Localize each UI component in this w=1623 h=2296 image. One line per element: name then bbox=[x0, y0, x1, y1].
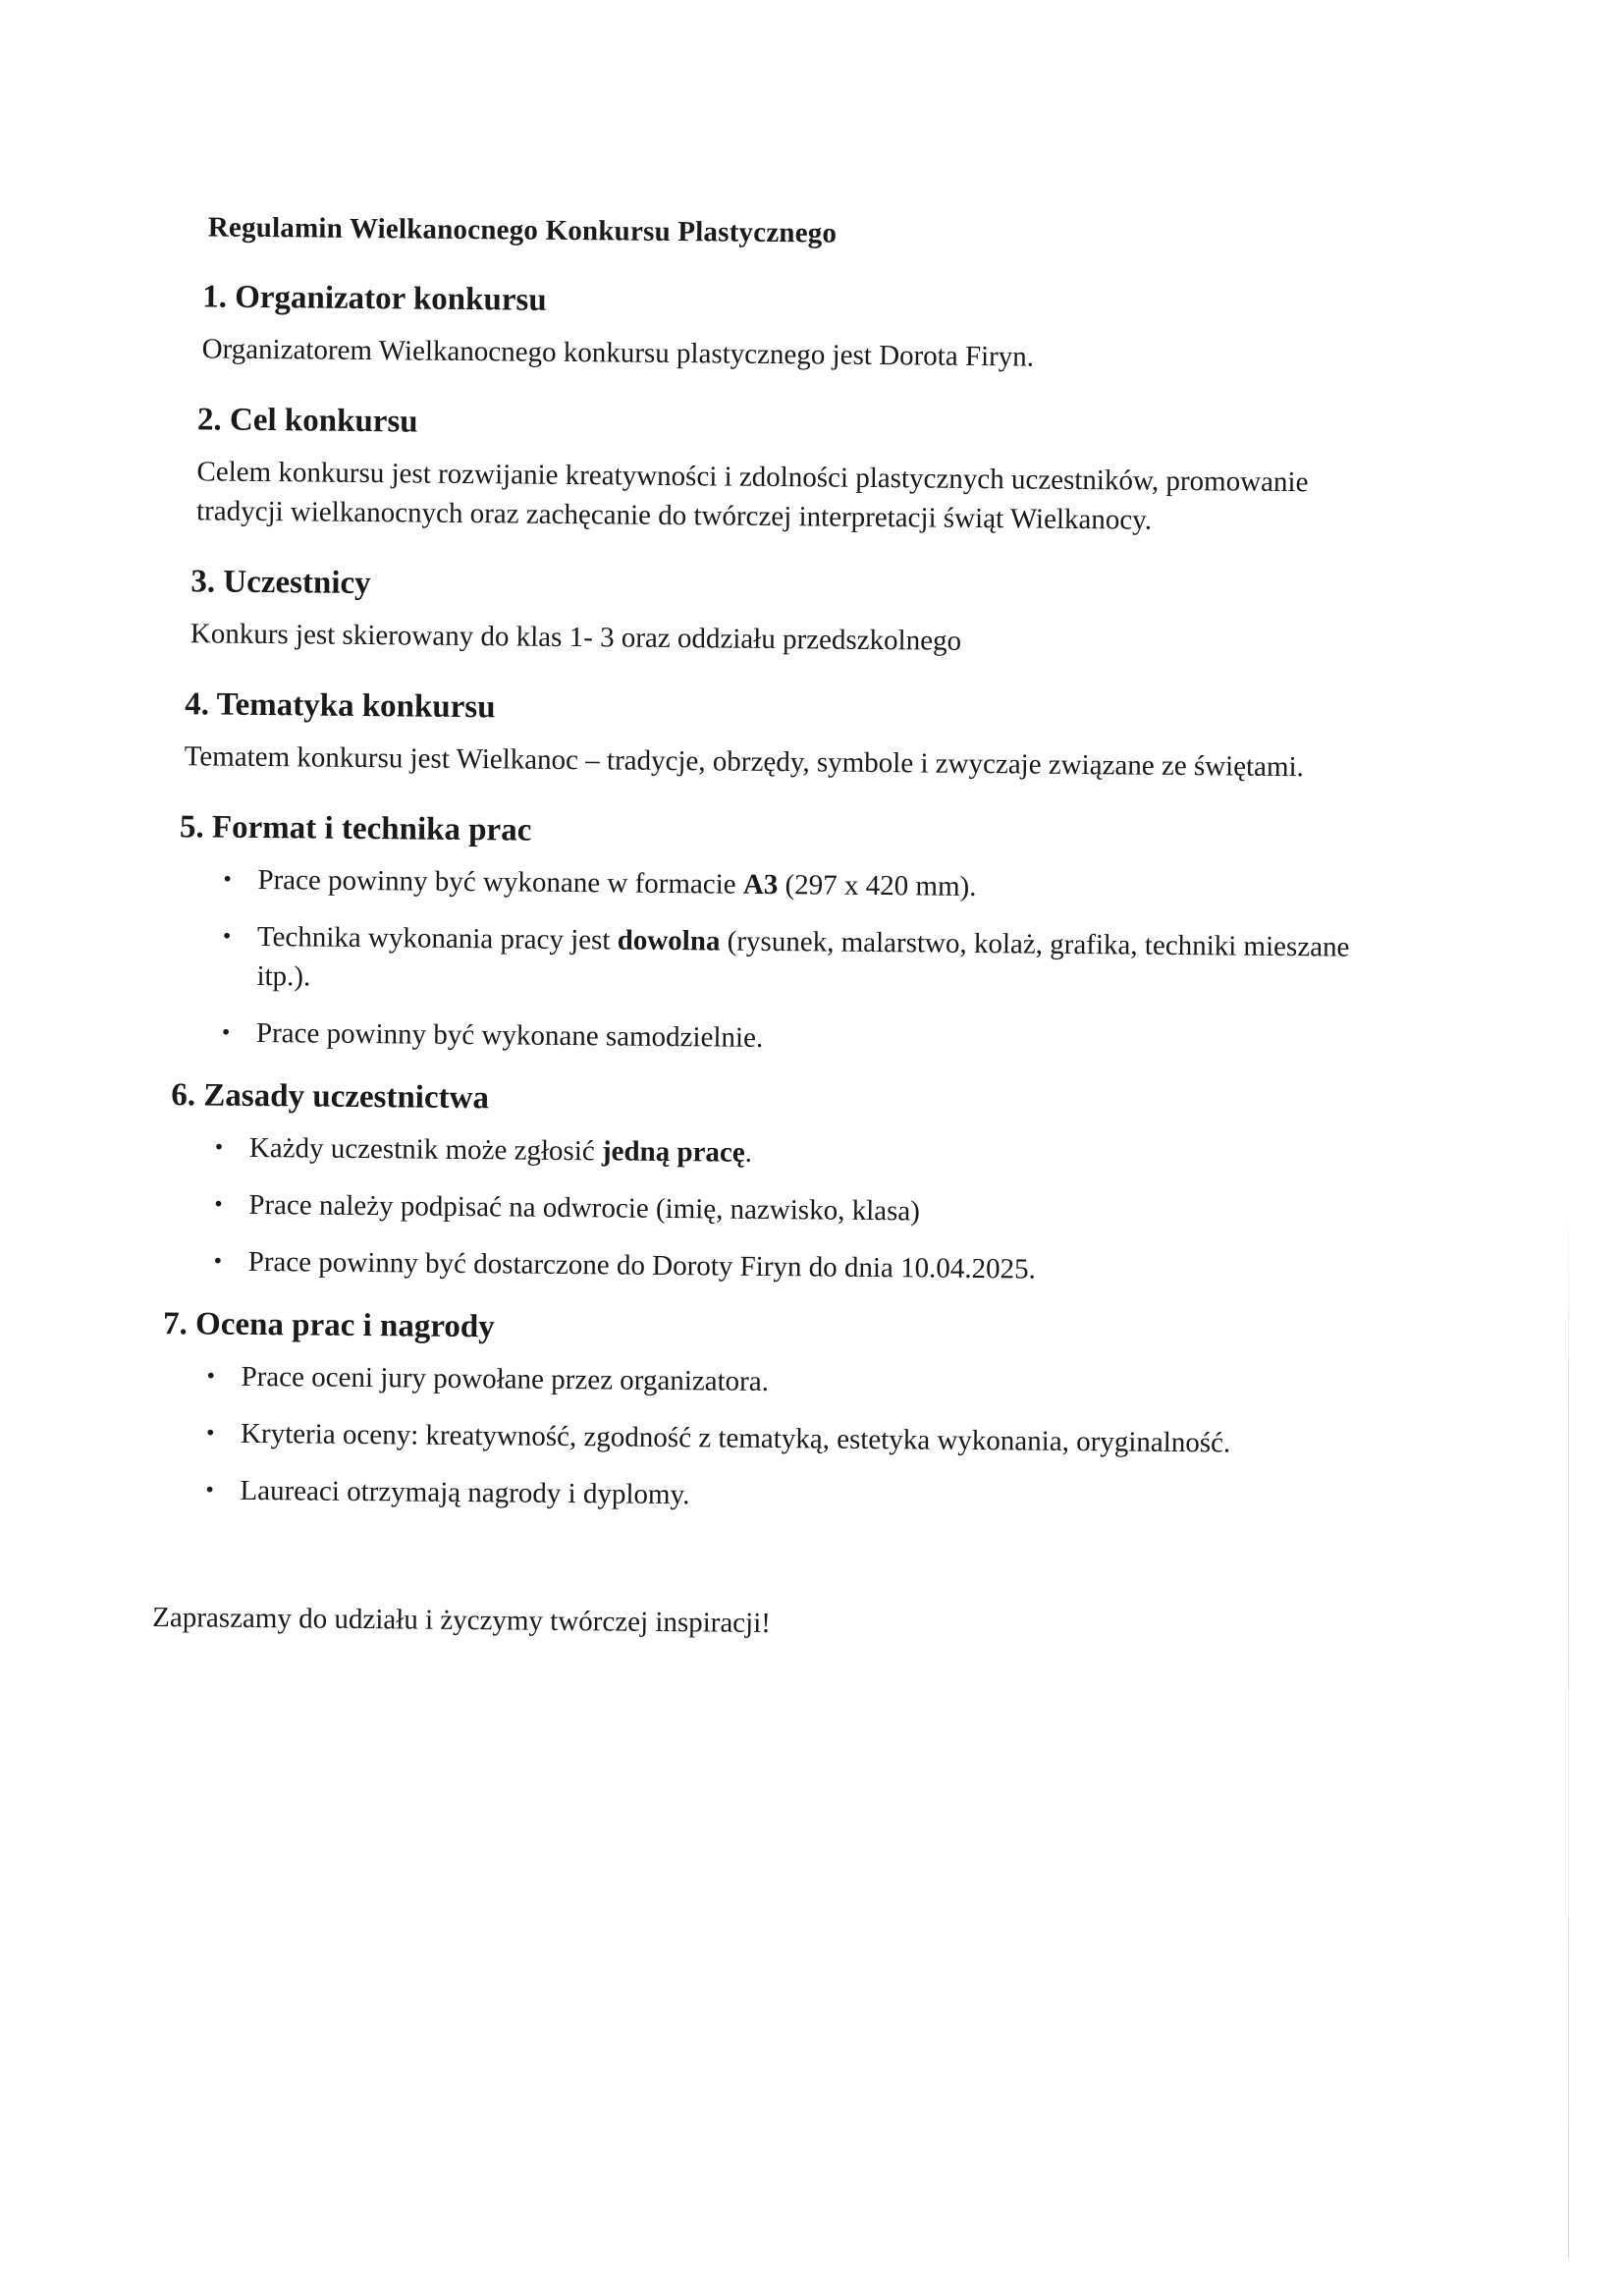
closing-text: Zapraszamy do udziału i życzymy twórczej inspiracji! bbox=[152, 1601, 772, 1640]
bullet-list bbox=[161, 1356, 1387, 1521]
list-item: • Kryteria oceny: kreatywność, zgodność z tematyką, estetyka wykonania, oryginalność. bbox=[162, 1413, 1387, 1464]
section-heading: 5. Format i technika prac bbox=[179, 809, 532, 848]
section-goal bbox=[196, 402, 1397, 542]
list-item: • Prace należy podpisać na odwrocie (imię, nazwisko, klasa) bbox=[170, 1184, 1389, 1235]
section-heading: 1. Organizator konkursu bbox=[201, 279, 547, 318]
list-item: • Prace powinny być wykonane samodzielnie. bbox=[178, 1012, 1391, 1064]
list-item: • Każdy uczestnik może zgłosić jedną pracę. bbox=[171, 1127, 1390, 1178]
section-text: Celem konkursu jest rozwijanie kreatywności i zdolności plastycznych uczestników, promowanie tradycji wielkanocnych oraz zachęcanie do twórczej interpretacji świąt Wielkanocy. bbox=[195, 456, 1309, 536]
section-format bbox=[178, 809, 1393, 1064]
section-text: Tematem konkursu jest Wielkanoc – tradycje, obrzędy, symbole i zwyczaje związane ze świętami. bbox=[184, 740, 1305, 784]
section-heading: 7. Ocena prac i nagrody bbox=[162, 1306, 495, 1345]
section-heading: 2. Cel konkursu bbox=[196, 402, 418, 440]
section-text: Konkurs jest skierowany do klas 1- 3 oraz oddziału przedszkolnego bbox=[189, 618, 962, 657]
bullet-list bbox=[178, 859, 1393, 1064]
section-theme bbox=[184, 686, 1394, 788]
section-heading: 3. Uczestnicy bbox=[190, 564, 371, 602]
section-heading: 6. Zasady uczestnictwa bbox=[171, 1077, 490, 1117]
document-title: Regulamin Wielkanocnego Konkursu Plastycznego bbox=[207, 211, 838, 249]
section-text: Organizatorem Wielkanocnego konkursu plastycznego jest Dorota Firyn. bbox=[201, 333, 1035, 373]
list-item: • Prace oceni jury powołane przez organizatora. bbox=[162, 1356, 1387, 1407]
scan-edge-line bbox=[1568, 1198, 1569, 2259]
list-item: • Prace powinny być wykonane w formacie A3 (297 x 420 mm). bbox=[179, 859, 1392, 910]
list-item: • Technika wykonania pracy jest dowolna (rysunek, malarstwo, kolaż, grafika, techniki mieszane itp.). bbox=[178, 916, 1392, 1007]
section-evaluation bbox=[161, 1306, 1388, 1521]
list-item: • Laureaci otrzymają nagrody i dyplomy. bbox=[161, 1470, 1386, 1521]
section-organizer bbox=[201, 279, 1398, 380]
section-rules bbox=[170, 1077, 1391, 1292]
section-participants bbox=[190, 564, 1396, 665]
document-content bbox=[148, 211, 1399, 1649]
bullet-list bbox=[170, 1127, 1390, 1292]
section-heading: 4. Tematyka konkursu bbox=[185, 686, 496, 726]
list-item: • Prace powinny być dostarczone do Doroty Firyn do dnia 10.04.2025. bbox=[170, 1241, 1389, 1292]
